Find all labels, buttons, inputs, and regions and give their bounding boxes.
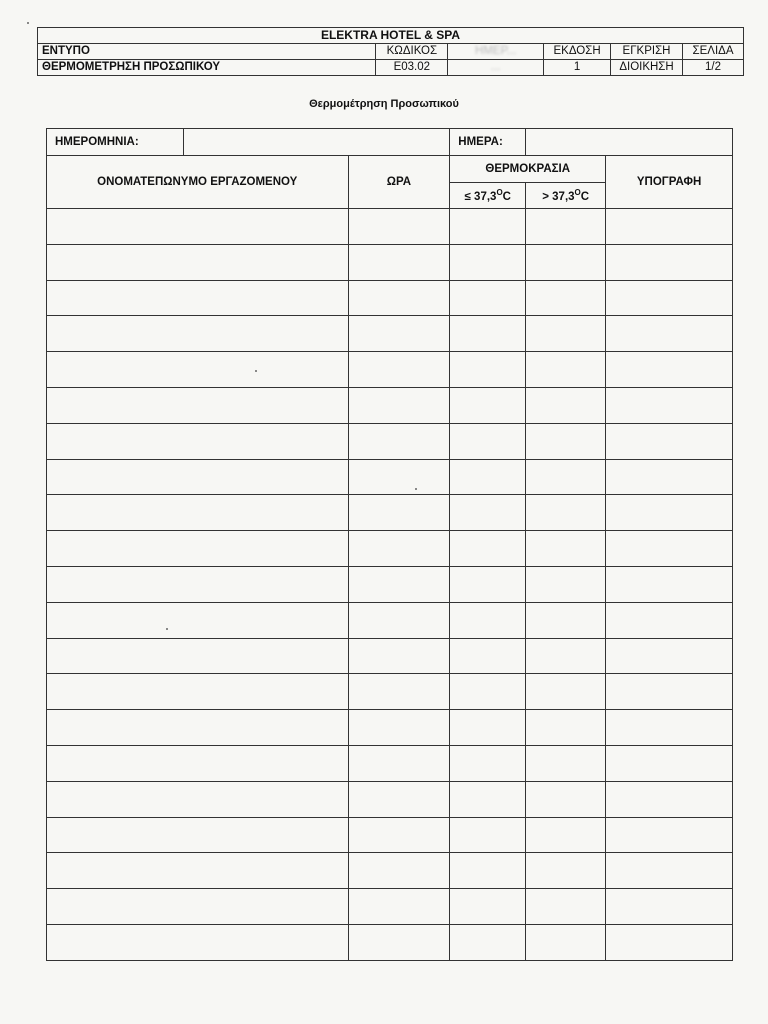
page-label: ΣΕΛΙΔΑ [683,44,744,60]
temp-high-header: > $37,3^OC$ [526,183,606,209]
form-name: ΘΕΡΜΟΜΕΤΡΗΣΗ ΠΡΟΣΩΠΙΚΟΥ [38,60,376,76]
approval-label: ΕΓΚΡΙΣΗ [611,44,683,60]
temp-high-cell[interactable] [526,352,606,388]
table-row [47,459,733,495]
name-cell[interactable] [47,566,349,602]
temp-high-cell[interactable] [526,531,606,567]
name-cell[interactable] [47,924,349,960]
temp-high-cell[interactable] [526,280,606,316]
name-cell[interactable] [47,531,349,567]
scan-speck [255,370,257,372]
document-title: Θερμομέτρηση Προσωπικού [309,98,459,110]
signature-cell[interactable] [606,638,733,674]
temp-high-cell[interactable] [526,566,606,602]
name-cell[interactable] [47,710,349,746]
document-header [37,27,744,76]
table-row [47,924,733,960]
table-row [47,602,733,638]
name-cell[interactable] [47,889,349,925]
name-cell[interactable] [47,316,349,352]
temp-low-header: ≤ $37,3^OC$ [450,183,526,209]
temp-high-cell[interactable] [526,495,606,531]
name-cell[interactable] [47,387,349,423]
temp-high-cell[interactable] [526,853,606,889]
name-cell[interactable] [47,352,349,388]
employee-name-header: ΟΝΟΜΑΤΕΠΩΝΥΜΟ ΕΡΓΑΖΟΜΕΝΟΥ [47,156,349,209]
date-field[interactable] [183,129,449,156]
scan-speck [415,488,417,490]
signature-cell[interactable] [606,387,733,423]
table-row [47,889,733,925]
approval-value: ΔΙΟΙΚΗΣΗ [611,60,683,76]
temp-high-cell[interactable] [526,459,606,495]
temp-low-cell[interactable] [450,924,526,960]
signature-cell[interactable] [606,459,733,495]
table-row [47,209,733,245]
name-cell[interactable] [47,853,349,889]
signature-cell[interactable] [606,710,733,746]
time-cell[interactable] [348,638,450,674]
temp-high-cell[interactable] [526,244,606,280]
table-row [47,316,733,352]
temp-low-cell[interactable] [450,602,526,638]
name-cell[interactable] [47,280,349,316]
table-row [47,853,733,889]
name-cell[interactable] [47,817,349,853]
table-row [47,280,733,316]
time-cell[interactable] [348,566,450,602]
signature-cell[interactable] [606,209,733,245]
time-cell[interactable] [348,387,450,423]
temp-high-cell[interactable] [526,781,606,817]
time-cell[interactable] [348,781,450,817]
name-cell[interactable] [47,495,349,531]
time-cell[interactable] [348,889,450,925]
temp-low-cell[interactable] [450,817,526,853]
temp-low-cell[interactable] [450,387,526,423]
temp-low-cell[interactable] [450,674,526,710]
issue-label: ΕΚΔΟΣΗ [544,44,611,60]
table-row [47,817,733,853]
signature-cell[interactable] [606,495,733,531]
temp-low-cell[interactable] [450,889,526,925]
temp-high-cell[interactable] [526,817,606,853]
code-label: ΚΩΔΙΚΟΣ [376,44,448,60]
time-header: ΩΡΑ [348,156,450,209]
temp-low-cell[interactable] [450,244,526,280]
signature-cell[interactable] [606,244,733,280]
table-row [47,566,733,602]
signature-cell[interactable] [606,316,733,352]
issue-value: 1 [544,60,611,76]
scan-speck [166,628,168,630]
name-cell[interactable] [47,602,349,638]
code-value: ΗΜΕΡ... [448,44,544,60]
day-field[interactable] [526,129,733,156]
name-cell[interactable] [47,781,349,817]
temp-low-cell[interactable] [450,459,526,495]
temp-high-cell[interactable] [526,674,606,710]
time-cell[interactable] [348,209,450,245]
table-row [47,745,733,781]
temp-low-cell[interactable] [450,495,526,531]
signature-cell[interactable] [606,889,733,925]
time-cell[interactable] [348,674,450,710]
temp-low-cell[interactable] [450,316,526,352]
time-cell[interactable] [348,244,450,280]
date-label: ΗΜΕΡΟΜΗΝΙΑ: [47,129,184,156]
time-cell[interactable] [348,924,450,960]
name-cell[interactable] [47,209,349,245]
page-value: 1/2 [683,60,744,76]
temp-low-cell[interactable] [450,352,526,388]
signature-cell[interactable] [606,352,733,388]
temp-high-cell[interactable] [526,209,606,245]
scan-speck [27,22,29,24]
table-row [47,423,733,459]
signature-cell[interactable] [606,924,733,960]
temp-high-cell[interactable] [526,745,606,781]
temp-low-cell[interactable] [450,531,526,567]
name-cell[interactable] [47,638,349,674]
time-cell[interactable] [348,817,450,853]
name-cell[interactable] [47,423,349,459]
company-name: ELEKTRA HOTEL & SPA [38,28,744,44]
signature-cell[interactable] [606,531,733,567]
table-row [47,352,733,388]
table-row [47,495,733,531]
time-cell[interactable] [348,853,450,889]
time-cell[interactable] [348,602,450,638]
signature-cell[interactable] [606,745,733,781]
form-date-value: ... [448,60,544,76]
temp-low-cell[interactable] [450,745,526,781]
temperature-header: ΘΕΡΜΟΚΡΑΣΙΑ [450,156,606,183]
temp-high-cell[interactable] [526,889,606,925]
temp-high-cell[interactable] [526,602,606,638]
table-row [47,638,733,674]
form-code: Ε03.02 [376,60,448,76]
name-cell[interactable] [47,244,349,280]
signature-cell[interactable] [606,853,733,889]
time-cell[interactable] [348,710,450,746]
time-cell[interactable] [348,316,450,352]
temp-high-cell[interactable] [526,423,606,459]
temp-low-cell[interactable] [450,280,526,316]
time-cell[interactable] [348,745,450,781]
time-cell[interactable] [348,459,450,495]
temp-high-cell[interactable] [526,638,606,674]
table-row [47,674,733,710]
temperature-log-table [46,128,733,961]
table-row [47,387,733,423]
signature-cell[interactable] [606,781,733,817]
temp-low-cell[interactable] [450,853,526,889]
temp-low-cell[interactable] [450,423,526,459]
time-cell[interactable] [348,352,450,388]
temp-low-cell[interactable] [450,781,526,817]
table-row [47,531,733,567]
name-cell[interactable] [47,745,349,781]
temp-low-cell[interactable] [450,566,526,602]
temp-high-cell[interactable] [526,710,606,746]
time-cell[interactable] [348,495,450,531]
table-row [47,244,733,280]
signature-cell[interactable] [606,280,733,316]
temp-high-cell[interactable] [526,316,606,352]
name-cell[interactable] [47,459,349,495]
signature-cell[interactable] [606,817,733,853]
temp-high-cell[interactable] [526,387,606,423]
signature-cell[interactable] [606,423,733,459]
table-row [47,710,733,746]
signature-cell[interactable] [606,566,733,602]
signature-header: ΥΠΟΓΡΑΦΗ [606,156,733,209]
temp-low-cell[interactable] [450,710,526,746]
day-label: ΗΜΕΡΑ: [450,129,526,156]
temp-low-cell[interactable] [450,209,526,245]
time-cell[interactable] [348,423,450,459]
form-label: ΕΝΤΥΠΟ [38,44,376,60]
temp-low-cell[interactable] [450,638,526,674]
table-row [47,781,733,817]
time-cell[interactable] [348,280,450,316]
time-cell[interactable] [348,531,450,567]
signature-cell[interactable] [606,674,733,710]
name-cell[interactable] [47,674,349,710]
temp-high-cell[interactable] [526,924,606,960]
signature-cell[interactable] [606,602,733,638]
